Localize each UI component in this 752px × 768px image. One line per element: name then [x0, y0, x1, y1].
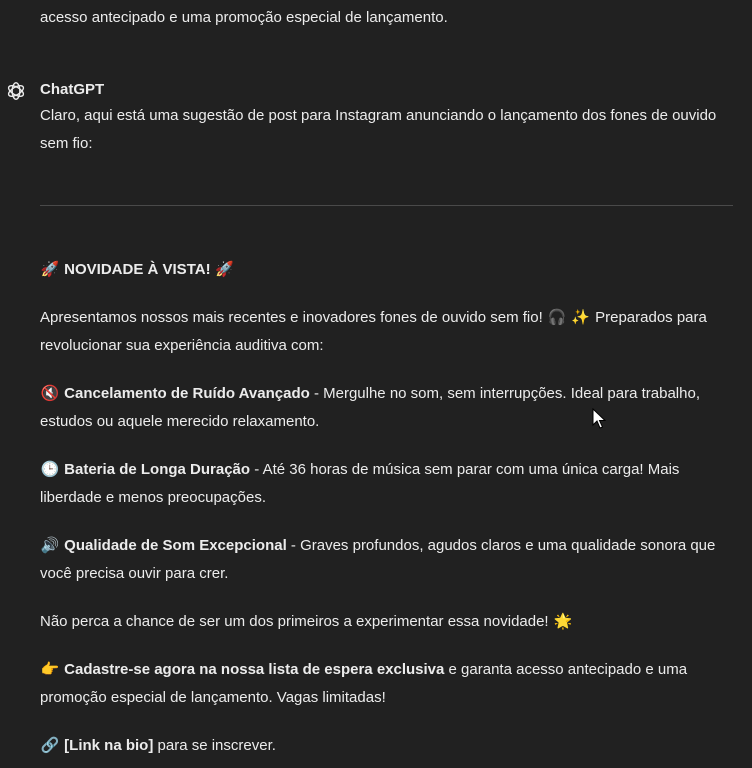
post-cta-text: e garanta acesso antecipado e uma promoção especial de lançamento. Vagas limitadas! — [40, 661, 688, 706]
post-lead — [40, 303, 730, 360]
post-cta — [40, 655, 730, 712]
previous-message-tail: acesso antecipado e uma promoção especial de lançamento. — [40, 9, 448, 26]
feature-item — [40, 379, 730, 436]
post-link-text: para se inscrever. — [157, 737, 276, 754]
headphones-sparkles-icon: 🎧 ✨ — [547, 308, 591, 326]
clock-icon: 🕒 — [40, 460, 60, 478]
feature-text: - Mergulhe no som, sem interrupções. Ideal para trabalho, estudos ou aquele merecido relaxamento. — [40, 385, 700, 430]
feature-title: Qualidade de Som Excepcional — [64, 537, 287, 554]
assistant-intro: Claro, aqui está uma sugestão de post para Instagram anunciando o lançamento dos fones de ouvido sem fio: — [40, 107, 717, 152]
post-heading-text: NOVIDADE À VISTA! — [64, 261, 211, 278]
pointing-hand-icon: 👉 — [40, 660, 60, 678]
rocket-icon: 🚀 — [215, 260, 235, 278]
post-lead-text: Apresentamos nossos mais recentes e inovadores fones de ouvido sem fio! — [40, 309, 543, 326]
feature-text: - Até 36 horas de música sem parar com uma única carga! Mais liberdade e menos preocupações. — [40, 461, 680, 506]
assistant-name: ChatGPT — [40, 81, 105, 98]
link-icon: 🔗 — [40, 736, 60, 754]
feature-title: Cancelamento de Ruído Avançado — [64, 385, 310, 402]
rocket-icon: 🚀 — [40, 260, 60, 278]
openai-logo-icon — [5, 80, 27, 102]
sun-icon: 🌟 — [553, 612, 573, 630]
divider — [40, 205, 733, 206]
post-link-bold: [Link na bio] — [64, 737, 154, 754]
mouse-cursor-icon — [592, 408, 606, 430]
post-cta-bold: Cadastre-se agora na nossa lista de espera exclusiva — [64, 661, 445, 678]
speaker-icon: 🔊 — [40, 536, 60, 554]
post-lead-text2: Preparados para revolucionar sua experiência auditiva com: — [40, 309, 707, 354]
feature-item — [40, 531, 730, 588]
feature-text: - Graves profundos, agudos claros e uma qualidade sonora que você precisa ouvir para crer. — [40, 537, 716, 582]
post-link — [40, 731, 730, 760]
feature-title: Bateria de Longa Duração — [64, 461, 251, 478]
feature-item — [40, 455, 730, 512]
post-heading — [40, 255, 730, 284]
post-chance — [40, 607, 730, 636]
mute-icon: 🔇 — [40, 384, 60, 402]
post-chance-text: Não perca a chance de ser um dos primeiros a experimentar essa novidade! — [40, 613, 549, 630]
